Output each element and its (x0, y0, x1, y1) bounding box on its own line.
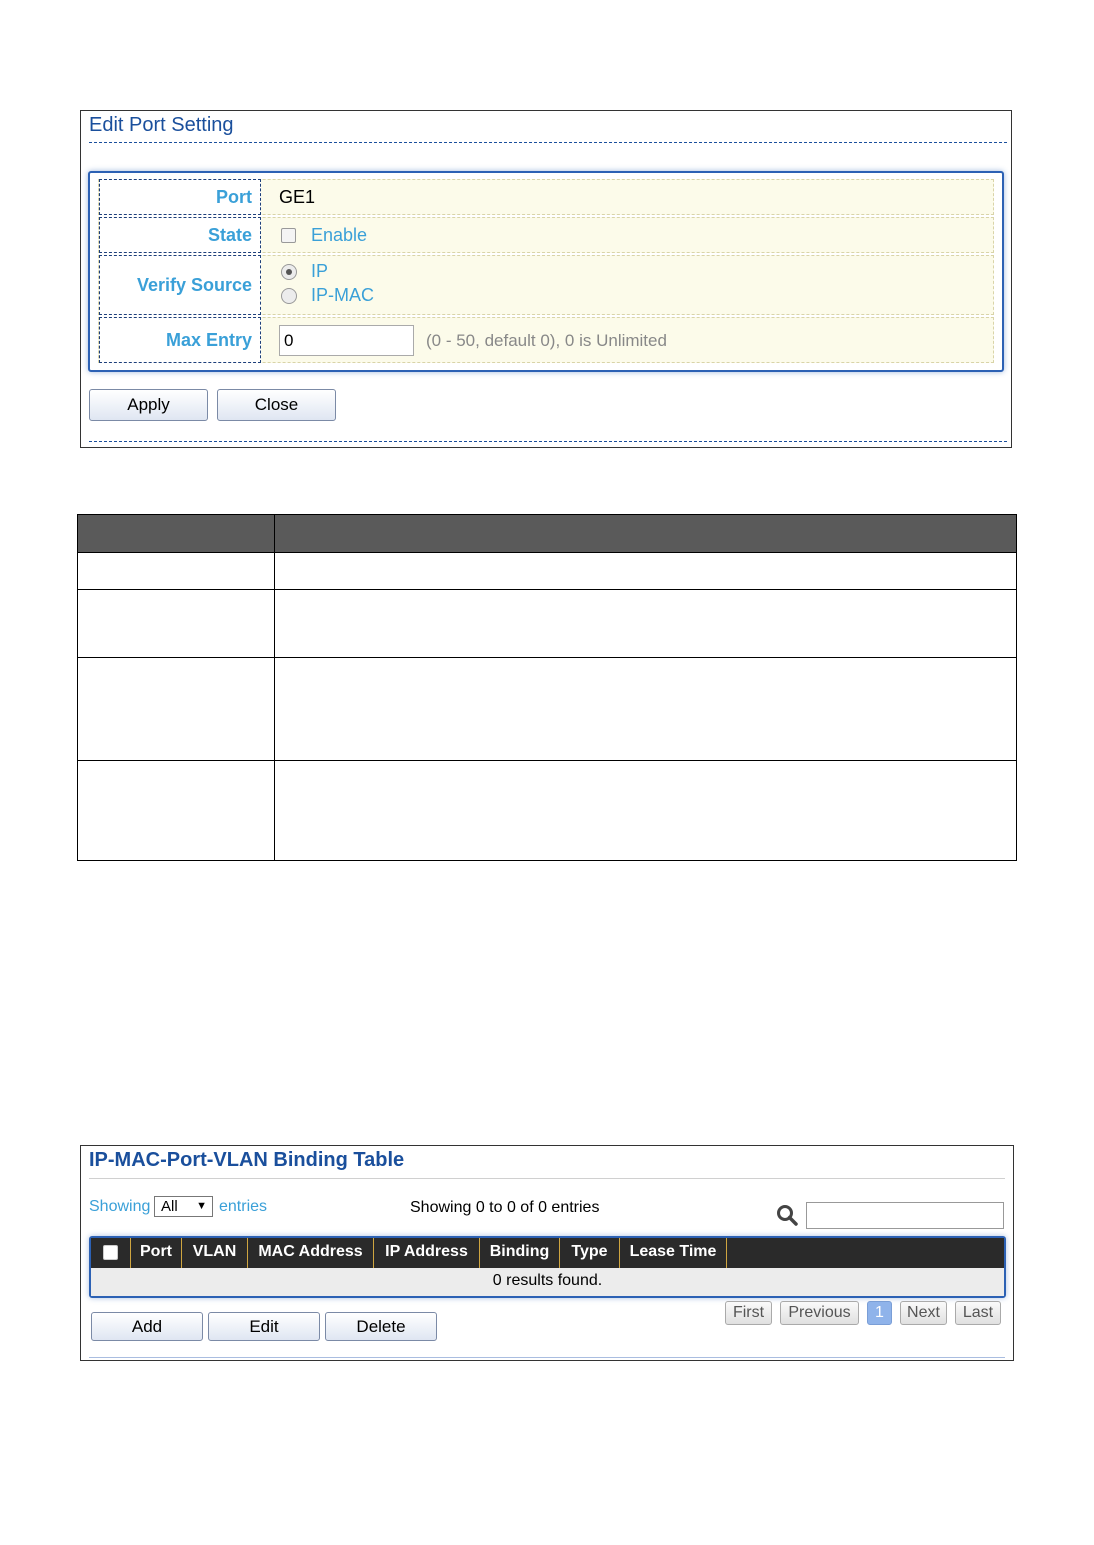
page-size-select[interactable] (154, 1196, 213, 1217)
state-enable-label[interactable]: Enable (311, 225, 368, 245)
verify-source-ipmac-label[interactable]: IP-MAC (311, 285, 374, 305)
column-header-type[interactable]: Type (560, 1238, 620, 1268)
pagination-previous[interactable]: Previous (780, 1301, 859, 1325)
dropdown-arrow-icon: ▼ (196, 1200, 207, 1212)
binding-table-panel (80, 1145, 1014, 1361)
delete-button[interactable]: Delete (325, 1312, 437, 1341)
description-table (77, 514, 1017, 861)
select-all-checkbox[interactable] (103, 1245, 118, 1260)
panel-title: Edit Port Setting (89, 114, 234, 136)
pagination-last[interactable]: Last (955, 1301, 1001, 1325)
verify-source-ip-label[interactable]: IP (311, 261, 329, 281)
description-table-header (78, 515, 1017, 553)
max-entry-row (98, 317, 994, 363)
table-cell (78, 553, 275, 590)
max-entry-label: Max Entry (99, 317, 261, 363)
header-cell (275, 515, 1017, 553)
entries-info: Showing 0 to 0 of 0 entries (410, 1199, 600, 1216)
edit-button[interactable]: Edit (208, 1312, 320, 1341)
table-cell (78, 590, 275, 658)
table-cell (275, 761, 1017, 861)
pagination-page-current[interactable]: 1 (867, 1301, 892, 1325)
port-value: GE1 (279, 187, 316, 207)
max-entry-input[interactable] (279, 325, 414, 356)
close-button[interactable]: Close (217, 389, 336, 421)
search-icon (776, 1204, 798, 1226)
verify-source-label: Verify Source (99, 255, 261, 315)
title-divider (89, 142, 1007, 143)
panel-bottom-divider (89, 441, 1007, 442)
binding-grid (89, 1236, 1006, 1298)
column-header-binding[interactable]: Binding (480, 1238, 560, 1268)
column-header-mac-address[interactable]: MAC Address (248, 1238, 374, 1268)
panel-title: IP-MAC-Port-VLAN Binding Table (89, 1149, 405, 1171)
add-button[interactable]: Add (91, 1312, 203, 1341)
max-entry-hint: (0 - 50, default 0), 0 is Unlimited (426, 331, 667, 350)
table-row (78, 553, 1017, 590)
table-cell (78, 761, 275, 861)
verify-source-ip-radio[interactable] (281, 264, 297, 280)
verify-source-row (98, 255, 994, 315)
entries-label: entries (219, 1198, 268, 1215)
column-header-vlan[interactable]: VLAN (182, 1238, 248, 1268)
select-all-cell (91, 1238, 131, 1268)
table-row (78, 658, 1017, 761)
table-row (78, 761, 1017, 861)
table-cell (275, 590, 1017, 658)
search-input[interactable] (806, 1202, 1004, 1229)
title-divider (89, 1178, 1005, 1179)
verify-source-ipmac-radio[interactable] (281, 288, 297, 304)
header-cell (78, 515, 275, 553)
showing-label: Showing (89, 1198, 151, 1215)
port-row (98, 179, 994, 215)
column-header-lease-time[interactable]: Lease Time (620, 1238, 727, 1268)
port-settings-form (88, 171, 1004, 372)
state-row (98, 217, 994, 253)
state-enable-checkbox[interactable] (281, 228, 296, 243)
state-label: State (99, 217, 261, 253)
table-row (78, 590, 1017, 658)
edit-port-setting-panel (80, 110, 1012, 448)
pagination-first[interactable]: First (725, 1301, 772, 1325)
table-cell (78, 658, 275, 761)
table-cell (275, 658, 1017, 761)
apply-button[interactable]: Apply (89, 389, 208, 421)
column-header-ip-address[interactable]: IP Address (374, 1238, 480, 1268)
table-cell (275, 553, 1017, 590)
empty-results-message: 0 results found. (91, 1268, 1004, 1296)
panel-bottom-divider (89, 1357, 1005, 1358)
page-size-value: All (161, 1198, 178, 1215)
port-label: Port (99, 179, 261, 215)
pagination-next[interactable]: Next (900, 1301, 947, 1325)
grid-header (91, 1238, 1004, 1268)
column-header-port[interactable]: Port (131, 1238, 182, 1268)
